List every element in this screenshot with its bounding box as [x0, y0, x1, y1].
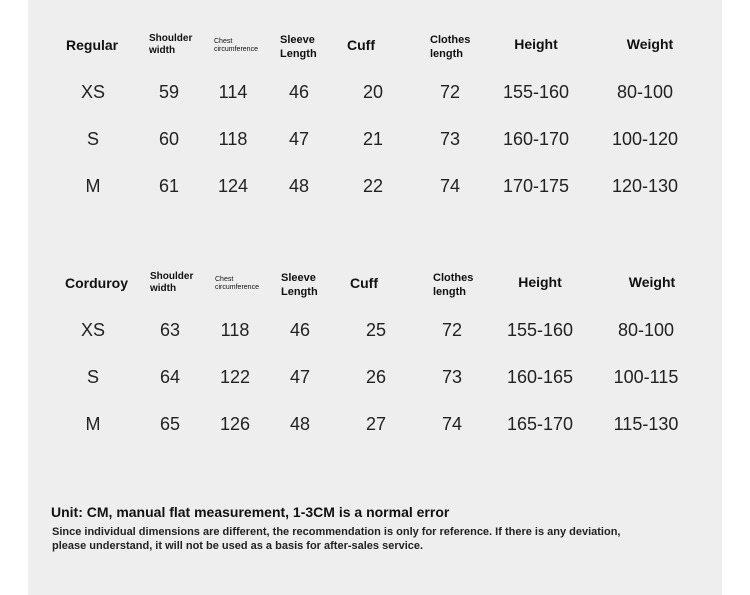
header-clothes-length	[433, 271, 473, 299]
header-chest-line1: Chest	[214, 38, 233, 45]
header-sleeve-line1: Sleeve	[280, 34, 315, 46]
header-shoulder-line1: Shoulder	[150, 271, 194, 282]
header-chest-line2: circumference	[214, 46, 258, 53]
header-weight: Weight	[628, 274, 676, 290]
cell-chest: 114	[218, 82, 248, 102]
cell-height: 155-160	[506, 320, 574, 340]
cell-height: 170-175	[502, 176, 570, 196]
cell-clothes: 72	[441, 320, 463, 340]
cell-size: S	[86, 129, 100, 149]
cell-weight: 100-120	[611, 129, 679, 149]
cell-size: XS	[80, 82, 106, 102]
header-chest-line1: Chest	[215, 276, 234, 283]
cell-cuff: 22	[362, 176, 384, 196]
cell-chest: 118	[220, 320, 250, 340]
cell-chest: 122	[219, 367, 251, 387]
cell-height: 160-170	[502, 129, 570, 149]
disclaimer-line1: Since individual dimensions are different, the recommendation is only for reference. If there is any deviation,	[52, 526, 621, 538]
cell-cuff: 20	[362, 82, 384, 102]
cell-height: 165-170	[506, 414, 574, 434]
header-shoulder-line1: Shoulder	[149, 33, 193, 44]
cell-size: M	[85, 176, 101, 196]
header-chest-circumference	[214, 38, 258, 54]
cell-weight: 80-100	[617, 320, 675, 340]
cell-clothes: 73	[439, 129, 461, 149]
table-name: Regular	[66, 37, 119, 53]
cell-height: 155-160	[502, 82, 570, 102]
header-shoulder-width	[150, 271, 193, 295]
header-sleeve-length	[280, 33, 317, 61]
cell-clothes: 74	[441, 414, 463, 434]
cell-sleeve: 48	[288, 176, 310, 196]
cell-sleeve: 47	[288, 129, 310, 149]
cell-cuff: 26	[365, 367, 387, 387]
cell-weight: 100-115	[613, 367, 679, 387]
cell-weight: 120-130	[611, 176, 679, 196]
header-cuff: Cuff	[347, 37, 375, 53]
cell-size: XS	[80, 320, 106, 340]
header-height: Height	[518, 274, 562, 290]
cell-shoulder: 65	[159, 414, 181, 434]
disclaimer-note	[52, 525, 702, 553]
cell-cuff: 21	[362, 129, 384, 149]
cell-shoulder: 63	[159, 320, 181, 340]
header-chest-line2: circumference	[215, 284, 259, 291]
cell-chest: 124	[217, 176, 249, 196]
cell-sleeve: 47	[289, 367, 311, 387]
header-clothes-line1: Clothes	[433, 272, 474, 284]
cell-shoulder: 59	[158, 82, 180, 102]
cell-shoulder: 60	[158, 129, 180, 149]
header-shoulder-width	[149, 33, 192, 57]
header-sleeve-line2: Length	[280, 48, 317, 60]
cell-chest: 118	[218, 129, 248, 149]
cell-size: S	[86, 367, 100, 387]
cell-sleeve: 46	[289, 320, 311, 340]
table-name: Corduroy	[65, 275, 128, 291]
header-sleeve-line1: Sleeve	[281, 272, 316, 284]
cell-weight: 115-130	[613, 414, 679, 434]
cell-sleeve: 48	[289, 414, 311, 434]
cell-shoulder: 61	[158, 176, 180, 196]
cell-cuff: 25	[365, 320, 387, 340]
cell-clothes: 73	[441, 367, 463, 387]
header-chest-circumference	[215, 276, 259, 292]
cell-chest: 126	[219, 414, 251, 434]
header-sleeve-length	[281, 271, 318, 299]
header-clothes-line1: Clothes	[430, 34, 471, 46]
disclaimer-line2: please understand, it will not be used as a basis for after-sales service.	[52, 540, 424, 552]
header-clothes-line2: length	[433, 286, 466, 298]
cell-clothes: 74	[439, 176, 461, 196]
header-clothes-line2: length	[430, 48, 463, 60]
cell-size: M	[85, 414, 101, 434]
header-sleeve-line2: Length	[281, 286, 318, 298]
header-height: Height	[514, 36, 558, 52]
cell-weight: 80-100	[616, 82, 674, 102]
cell-clothes: 72	[439, 82, 461, 102]
cell-cuff: 27	[365, 414, 387, 434]
unit-note: Unit: CM, manual flat measurement, 1-3CM is a normal error	[51, 504, 450, 520]
header-weight: Weight	[626, 36, 674, 52]
header-cuff: Cuff	[350, 275, 378, 291]
header-clothes-length	[430, 33, 470, 61]
cell-sleeve: 46	[288, 82, 310, 102]
cell-shoulder: 64	[159, 367, 181, 387]
header-shoulder-line2: width	[150, 283, 177, 294]
cell-height: 160-165	[506, 367, 574, 387]
header-shoulder-line2: width	[149, 45, 176, 56]
